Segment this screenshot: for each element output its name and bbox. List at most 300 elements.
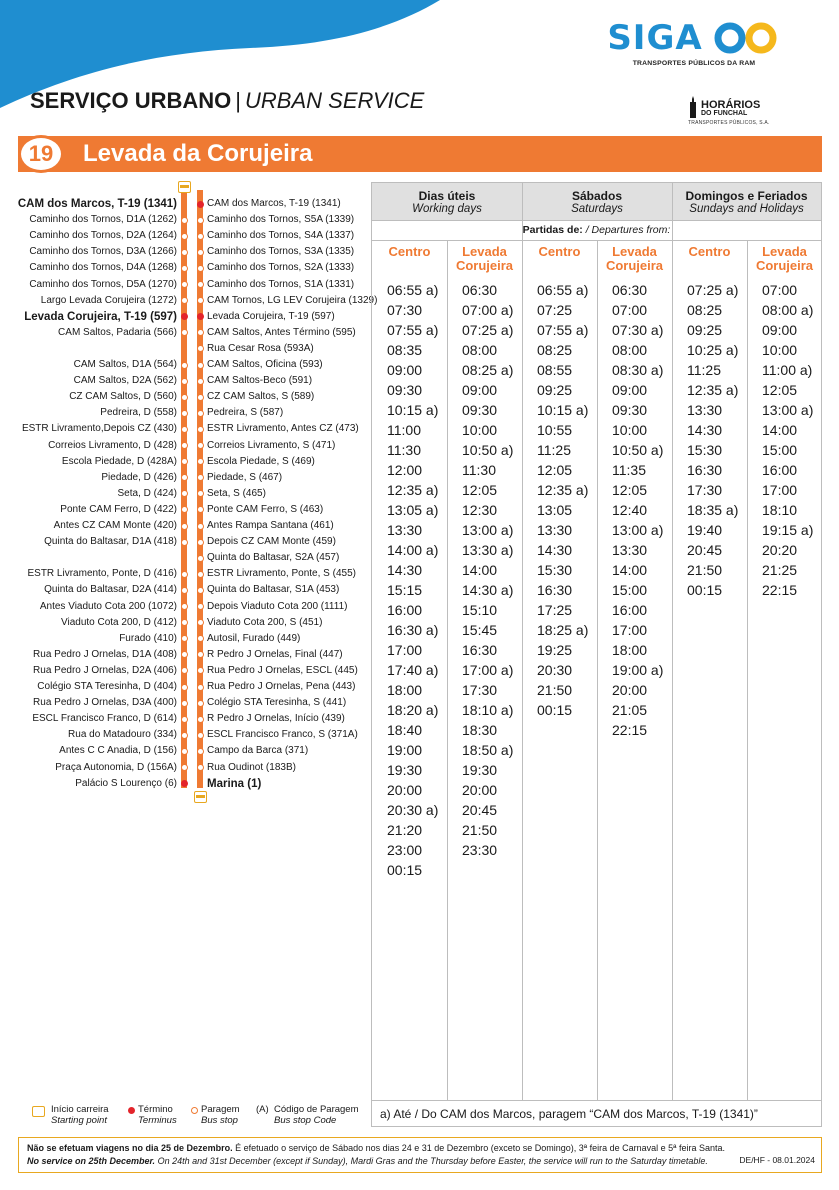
legend-start-pt: Início carreira (51, 1104, 109, 1115)
departure-time: 19:30 (462, 762, 498, 778)
stop-marker (197, 394, 204, 401)
departure-time: 20:00 (612, 682, 648, 698)
stop-name: Praça Autonomia, D (156A) (55, 761, 177, 773)
stop-marker (197, 635, 204, 642)
legend-stop-pt: Paragem (201, 1104, 240, 1115)
stop-marker (181, 490, 188, 497)
times-working-levada (447, 280, 522, 860)
stop-marker (181, 362, 188, 369)
departure-time: 14:30 (387, 562, 423, 578)
stop-name: Antes Rampa Santana (461) (207, 520, 334, 531)
departure-time: 16:00 (762, 462, 798, 478)
col-header-line2: Corujeira (455, 258, 514, 273)
departure-time: 07:00 (612, 302, 648, 318)
stop-marker (197, 748, 204, 755)
stop-name: Caminho dos Tornos, D2A (1264) (29, 230, 177, 242)
departure-time: 12:05 (762, 382, 798, 398)
departure-time: 20:30 (537, 662, 573, 678)
legend-stop (191, 1104, 240, 1126)
stop-name: Depois Viaduto Cota 200 (1111) (207, 600, 348, 612)
return-route-line (197, 190, 203, 788)
col-header-centro: Centro (688, 244, 731, 259)
bus-icon (32, 1106, 45, 1117)
stop-marker (197, 249, 204, 256)
day-en: Working days (412, 203, 482, 215)
stop-name: Correios Livramento, D (428) (48, 439, 177, 451)
departure-time: 07:25 (537, 302, 573, 318)
stop-marker (181, 748, 188, 755)
stop-marker (181, 394, 188, 401)
departure-time: 07:55 a) (537, 322, 589, 338)
stop-marker (181, 474, 188, 481)
stop-marker (181, 217, 188, 224)
stop-marker (181, 571, 188, 578)
day-pt: Sábados (571, 189, 622, 203)
departure-time: 19:00 (387, 742, 423, 758)
stop-name: Rua Cesar Rosa (593A) (207, 342, 314, 354)
departure-time: 13:00 a) (612, 522, 664, 538)
departure-time: 07:25 a) (462, 322, 514, 338)
legend-code-tag: (A) (256, 1104, 269, 1115)
stop-marker (197, 732, 204, 739)
stop-name: Antes C C Anadia, D (156) (59, 745, 177, 757)
stop-marker (181, 297, 188, 304)
departure-time: 15:45 (462, 622, 498, 638)
departure-time: 18:30 (462, 722, 498, 738)
stop-name: CAM Saltos, Oficina (593) (207, 359, 323, 370)
departure-time: 17:30 (462, 682, 498, 698)
departure-time: 08:25 a) (462, 362, 514, 378)
col-header-line1: Levada (612, 244, 657, 259)
stop-marker (197, 442, 204, 449)
stop-name: Caminho dos Tornos, D3A (1266) (29, 246, 177, 258)
times-saturday-centro (522, 280, 597, 720)
departure-time: 12:35 a) (687, 382, 739, 398)
departure-time: 11:25 (687, 362, 721, 378)
stop-name: Caminho dos Tornos, S2A (1333) (207, 262, 355, 274)
departure-time: 22:15 (612, 722, 648, 738)
infinity-icon (711, 21, 781, 55)
departure-time: 12:00 (387, 462, 423, 478)
departure-time: 23:30 (462, 842, 498, 858)
operator-company: TRANSPORTES PÚBLICOS, S.A. (688, 120, 770, 126)
stop-marker (181, 329, 188, 336)
return-stops-list (207, 198, 378, 798)
stop-name: Levada Corujeira, T-19 (597) (207, 310, 335, 322)
departure-time: 21:50 (462, 822, 498, 838)
departure-time: 10:50 a) (612, 442, 664, 458)
legend-terminus (128, 1104, 177, 1126)
route-name: Levada da Corujeira (83, 140, 313, 167)
operator-logo (688, 96, 788, 126)
stop-name: Rua do Matadouro (334) (68, 729, 177, 741)
legend-code-en: Bus stop Code (274, 1115, 337, 1126)
departure-time: 15:10 (462, 602, 498, 618)
timetable (371, 182, 822, 1101)
departure-time: 19:40 (687, 522, 723, 538)
stop-name: R Pedro J Ornelas, Início (439) (207, 713, 345, 725)
departure-time: 10:15 a) (387, 402, 439, 418)
departure-time: 14:30 (537, 542, 573, 558)
departure-time: 07:25 a) (687, 282, 739, 298)
stop-name: Rua Oudinot (183B) (207, 761, 296, 773)
departure-time: 16:00 (612, 602, 648, 618)
stop-name: ESCL Francisco Franco, S (371A) (207, 729, 358, 741)
stop-marker (181, 716, 188, 723)
stop-name: R Pedro J Ornelas, Final (447) (207, 648, 343, 660)
departure-time: 21:20 (387, 822, 423, 838)
departure-time: 19:15 a) (762, 522, 814, 538)
document-code: DE/HF - 08.01.2024 (739, 1155, 815, 1165)
col-header-line2: Corujeira (755, 258, 814, 273)
departure-time: 21:05 (612, 702, 648, 718)
stop-name: Levada Corujeira, T-19 (597) (24, 310, 177, 323)
stop-name: Ponte CAM Ferro, S (463) (207, 503, 324, 515)
col-header-levada (747, 245, 822, 273)
departure-time: 19:25 (537, 642, 573, 658)
stop-name: CAM Saltos, Antes Término (595) (207, 326, 356, 338)
stop-name: Largo Levada Corujeira (1272) (40, 294, 177, 306)
departure-time: 00:15 (687, 582, 723, 598)
departure-time: 14:30 (687, 422, 723, 438)
stop-name: Quinta do Baltasar, D2A (414) (44, 584, 177, 596)
terminus-marker (181, 780, 188, 787)
departure-time: 11:25 (537, 442, 571, 458)
departure-time: 19:30 (387, 762, 423, 778)
stop-name: Ponte CAM Ferro, D (422) (60, 503, 177, 515)
departure-time: 13:30 (387, 522, 423, 538)
departure-time: 09:30 (612, 402, 648, 418)
stop-marker (197, 716, 204, 723)
brand-subtitle: TRANSPORTES PÚBLICOS DA RAM (632, 60, 756, 67)
stop-marker (197, 603, 204, 610)
departure-time: 18:10 a) (462, 702, 514, 718)
footer-line1-text: É efetuado o serviço de Sábado nos dias 24 e 31 de Dezembro (exceto se Domingo), 3ª feira de Carnaval e 5ª feira Santa. (232, 1143, 726, 1153)
service-title-pt: SERVIÇO URBANO (30, 88, 232, 113)
stop-name: Rua Pedro J Ornelas, D3A (400) (33, 697, 177, 709)
stop-name: ESCL Francisco Franco, D (614) (32, 713, 177, 725)
stop-name: Rua Pedro J Ornelas, D1A (408) (33, 648, 177, 660)
departure-time: 16:30 (537, 582, 573, 598)
departure-time: 18:25 a) (537, 622, 589, 638)
terminus-marker (197, 313, 204, 320)
departure-time: 21:50 (537, 682, 573, 698)
departure-time: 15:00 (612, 582, 648, 598)
departure-time: 06:30 (462, 282, 498, 298)
departure-time: 09:30 (462, 402, 498, 418)
departure-time: 16:00 (387, 602, 423, 618)
stop-marker (197, 684, 204, 691)
col-header-levada (597, 245, 672, 273)
departure-time: 12:05 (612, 482, 648, 498)
operator-city: DO FUNCHAL (701, 110, 748, 117)
stop-marker (181, 249, 188, 256)
tower-icon (688, 96, 698, 118)
departure-time: 06:30 (612, 282, 648, 298)
stop-name: CAM dos Marcos, T-19 (1341) (207, 198, 341, 209)
departure-time: 09:25 (687, 322, 723, 338)
stop-name: Caminho dos Tornos, D1A (1262) (29, 214, 177, 226)
departure-time: 13:30 (612, 542, 648, 558)
departure-time: 10:00 (462, 422, 498, 438)
stop-marker (181, 442, 188, 449)
departures-pt: Partidas de: (522, 224, 583, 236)
legend-code-pt: Código de Paragem (274, 1104, 359, 1115)
terminus-marker (181, 313, 188, 320)
stop-marker (181, 732, 188, 739)
departure-time: 14:30 a) (462, 582, 514, 598)
departure-time: 20:20 (762, 542, 798, 558)
operator-name: HORÁRIOS (701, 99, 761, 111)
stop-name: Caminho dos Tornos, S1A (1331) (207, 278, 355, 290)
departure-time: 09:00 (462, 382, 498, 398)
stop-name: CZ CAM Saltos, S (589) (207, 391, 315, 403)
stop-name: ESTR Livramento, Ponte, D (416) (27, 568, 177, 580)
stop-name: Autosil, Furado (449) (207, 632, 301, 644)
departure-time: 11:00 a) (762, 362, 813, 378)
departure-time: 08:30 a) (612, 362, 664, 378)
legend-stop-en: Bus stop (201, 1115, 238, 1126)
departure-time: 09:00 (387, 362, 423, 378)
times-saturday-levada (597, 280, 672, 740)
stop-marker (197, 329, 204, 336)
stop-marker (181, 410, 188, 417)
stop-name: Quinta do Baltasar, D1A (418) (44, 536, 177, 548)
day-header-sunday (672, 183, 821, 220)
stop-name: CAM Saltos-Beco (591) (207, 375, 313, 387)
departure-time: 16:30 a) (387, 622, 439, 638)
departure-time: 12:05 (537, 462, 573, 478)
stop-marker (197, 474, 204, 481)
stop-marker (197, 523, 204, 530)
departure-time: 09:25 (537, 382, 573, 398)
stop-dot-icon (191, 1107, 198, 1114)
departure-time: 21:50 (687, 562, 723, 578)
stop-marker (181, 700, 188, 707)
departure-time: 10:25 a) (687, 342, 739, 358)
stop-marker (181, 281, 188, 288)
stop-name: Seta, D (424) (117, 487, 177, 499)
stop-marker (181, 764, 188, 771)
departure-time: 07:30 (387, 302, 423, 318)
departure-time: 11:30 (462, 462, 496, 478)
stop-name: Palácio S Lourenço (6) (75, 777, 177, 789)
departure-time: 15:00 (762, 442, 798, 458)
departure-time: 18:10 (762, 502, 798, 518)
stop-marker (197, 233, 204, 240)
outbound-route-line (181, 190, 187, 788)
stop-marker (181, 233, 188, 240)
stop-marker (197, 571, 204, 578)
stop-name: Furado (410) (119, 632, 177, 644)
departure-time: 14:00 (462, 562, 498, 578)
departure-time: 21:25 (762, 562, 798, 578)
day-en: Sundays and Holidays (689, 203, 804, 215)
stop-marker (197, 587, 204, 594)
footnote-a: a) Até / Do CAM dos Marcos, paragem “CAM dos Marcos, T-19 (1341)” (371, 1101, 822, 1127)
stop-name: Piedade, D (426) (101, 471, 177, 483)
departure-time: 13:05 a) (387, 502, 439, 518)
stop-name: ESTR Livramento,Depois CZ (430) (21, 423, 177, 435)
departure-time: 09:30 (387, 382, 423, 398)
departure-time: 14:00 a) (387, 542, 439, 558)
departure-time: 12:35 a) (537, 482, 589, 498)
stop-marker (181, 426, 188, 433)
departure-time: 07:00 a) (462, 302, 514, 318)
stop-marker (181, 265, 188, 272)
stop-marker (197, 667, 204, 674)
stop-marker (181, 603, 188, 610)
divider (372, 220, 821, 221)
departure-time: 13:30 a) (462, 542, 514, 558)
stop-name: Escola Piedade, D (428A) (61, 455, 177, 467)
stop-name: CAM Saltos, Padaria (566) (58, 326, 177, 338)
times-sunday-levada (747, 280, 822, 600)
stop-marker (181, 458, 188, 465)
stop-marker (197, 265, 204, 272)
departure-time: 00:15 (537, 702, 573, 718)
departure-time: 06:55 a) (537, 282, 589, 298)
day-pt: Dias úteis (418, 189, 476, 203)
siga-logo (589, 18, 799, 67)
stop-name: Quinta do Baltasar, S2A (457) (207, 552, 340, 564)
departure-time: 16:30 (462, 642, 498, 658)
departure-time: 20:45 (462, 802, 498, 818)
outbound-stops-list (10, 198, 177, 798)
terminus-marker (197, 201, 204, 208)
departure-time: 10:50 a) (462, 442, 514, 458)
departure-time: 15:15 (387, 582, 423, 598)
footer-line2-text: On 24th and 31st December (except if Sunday), Mardi Gras and the Thursday before Easter, the service will run to the Saturday timetable. (155, 1156, 708, 1166)
departure-time: 18:20 a) (387, 702, 439, 718)
departure-time: 09:00 (612, 382, 648, 398)
departure-time: 07:00 (762, 282, 798, 298)
stop-name: Colégio STA Teresinha, D (404) (37, 681, 177, 692)
stop-name: Pedreira, S (587) (207, 407, 284, 419)
departure-time: 18:35 a) (687, 502, 739, 518)
departure-time: 10:00 (612, 422, 648, 438)
stop-marker (197, 539, 204, 546)
col-header-line1: Levada (462, 244, 507, 259)
stop-name: Caminho dos Tornos, S3A (1335) (207, 246, 355, 258)
stop-name: CAM Tornos, LG LEV Corujeira (1329) (207, 294, 378, 306)
departure-time: 12:05 (462, 482, 498, 498)
stop-name: CAM dos Marcos, T-19 (1341) (17, 198, 177, 210)
departure-time: 17:00 (387, 642, 423, 658)
departure-time: 12:40 (612, 502, 648, 518)
stop-marker (181, 378, 188, 385)
stop-name: Rua Pedro J Ornelas, ESCL (445) (207, 664, 358, 676)
service-title-en: URBAN SERVICE (245, 88, 425, 113)
col-header-centro: Centro (388, 244, 431, 259)
col-header-centro: Centro (538, 244, 581, 259)
departure-time: 00:15 (387, 862, 423, 878)
stop-marker (181, 619, 188, 626)
legend-start-en: Starting point (51, 1115, 107, 1126)
stop-name: Caminho dos Tornos, S4A (1337) (207, 230, 355, 242)
departure-time: 18:40 (387, 722, 423, 738)
footer-notice (18, 1137, 822, 1173)
stop-marker (181, 667, 188, 674)
times-sunday-centro (672, 280, 747, 600)
stop-name: CAM Saltos, D2A (562) (73, 375, 177, 387)
stop-marker (197, 651, 204, 658)
stop-marker (197, 345, 204, 352)
departure-time: 17:30 (687, 482, 723, 498)
departure-time: 08:00 (462, 342, 498, 358)
stop-marker (197, 217, 204, 224)
departure-time: 12:30 (462, 502, 498, 518)
footer-line2-bold: No service on 25th December. (27, 1156, 156, 1166)
stop-name: Marina (1) (207, 777, 262, 790)
stop-name: Correios Livramento, S (471) (207, 439, 336, 451)
stop-marker (181, 523, 188, 530)
legend-start (32, 1104, 109, 1126)
departure-time: 13:00 a) (762, 402, 814, 418)
stop-name: Pedreira, D (558) (100, 407, 177, 419)
stop-marker (181, 684, 188, 691)
departure-time: 17:00 (762, 482, 798, 498)
day-header-saturday (522, 183, 672, 220)
departure-time: 08:00 (612, 342, 648, 358)
departure-time: 17:00 a) (462, 662, 514, 678)
stop-name: Rua Pedro J Ornelas, D2A (406) (33, 664, 177, 676)
departure-time: 12:35 a) (387, 482, 439, 498)
stop-name: Caminho dos Tornos, D4A (1268) (29, 262, 177, 274)
departure-time: 20:45 (687, 542, 723, 558)
stop-marker (181, 506, 188, 513)
stop-name: Piedade, S (467) (207, 471, 283, 483)
stop-marker (197, 764, 204, 771)
footer-line1-bold: Não se efetuam viagens no dia 25 de Dezembro. (27, 1143, 233, 1153)
service-title-separator: | (235, 88, 242, 113)
departure-time: 10:15 a) (537, 402, 589, 418)
stop-marker (197, 490, 204, 497)
stop-name: ESTR Livramento, Antes CZ (473) (207, 423, 359, 435)
stop-marker (181, 635, 188, 642)
stop-marker (197, 555, 204, 562)
outbound-start-bus-icon (178, 181, 191, 193)
departure-time: 08:00 a) (762, 302, 814, 318)
stop-name: CZ CAM Saltos, D (560) (69, 391, 177, 403)
stop-name: Caminho dos Tornos, S5A (1339) (207, 214, 355, 226)
day-header-working (372, 183, 522, 220)
stop-marker (197, 378, 204, 385)
departure-time: 17:25 (537, 602, 573, 618)
departure-time: 17:00 (612, 622, 648, 638)
departure-time: 14:00 (612, 562, 648, 578)
departure-time: 20:00 (387, 782, 423, 798)
stop-name: Viaduto Cota 200, S (451) (207, 616, 323, 628)
departure-time: 11:30 (387, 442, 421, 458)
departure-time: 22:15 (762, 582, 798, 598)
departure-time: 23:00 (387, 842, 423, 858)
departure-time: 13:05 (537, 502, 573, 518)
departure-time: 11:35 (612, 462, 646, 478)
stop-marker (197, 362, 204, 369)
stop-name: Antes CZ CAM Monte (420) (53, 520, 177, 531)
departure-time: 18:00 (612, 642, 648, 658)
departure-time: 15:30 (687, 442, 723, 458)
stop-name: Escola Piedade, S (469) (207, 455, 315, 467)
departure-time: 18:00 (387, 682, 423, 698)
departure-time: 20:00 (462, 782, 498, 798)
stop-marker (197, 619, 204, 626)
stop-marker (197, 700, 204, 707)
departure-time: 09:00 (762, 322, 798, 338)
departure-time: 10:00 (762, 342, 798, 358)
departures-label (372, 224, 821, 236)
